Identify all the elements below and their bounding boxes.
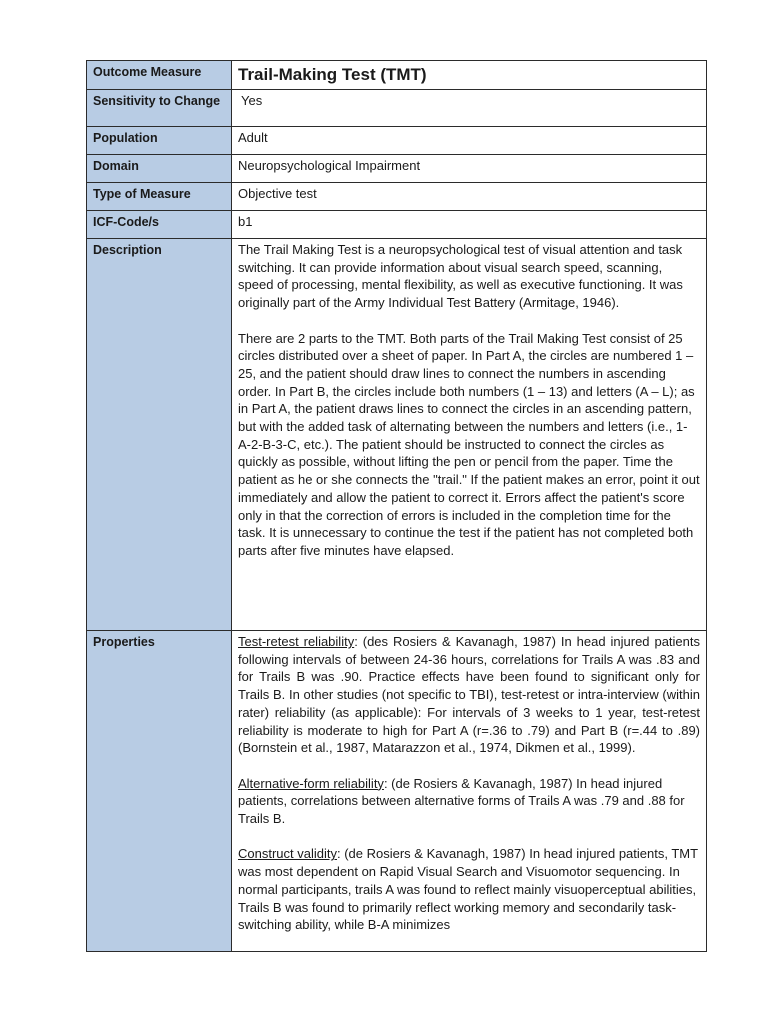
row-description: [87, 239, 707, 631]
row-population: [87, 127, 707, 155]
label-properties: Properties: [87, 631, 232, 952]
property-test-retest: [238, 633, 700, 757]
property-heading: Construct validity: [238, 846, 337, 862]
row-sensitivity: [87, 90, 707, 127]
property-alternative-form: [238, 775, 700, 828]
property-text: : (de Rosiers & Kavanagh, 1987) In head injured patients, TMT was most dependent on Rapid Visual Search and Visuomotor sequencing. In normal participants, trails A was found to reflect mainly visuoperceptual abilities, Trails B was found to primarily reflect working memory and secondarily task-switching ability, while B-A minimizes: [238, 846, 698, 933]
value-domain: Neuropsychological Impairment: [232, 155, 707, 183]
label-sensitivity: Sensitivity to Change: [87, 90, 232, 127]
sensitivity-text: Yes: [241, 93, 263, 108]
label-description: Description: [87, 239, 232, 631]
value-description: [232, 239, 707, 631]
property-heading: Alternative-form reliability: [238, 775, 384, 791]
property-text: : (des Rosiers & Kavanagh, 1987) In head injured patients following intervals of between 24-36 hours, correlations for Trails A was .83 and for Trails B was .90. Practice effects have been found to significant only for Trails B. In other studies (not specific to TBI), test-retest or intra-interview (within rater) reliability (as applicable): For intervals of 3 weeks to 1 year, test-retest reliability is moderate to high for Part A (r=.36 to .79) and Part B (r=.44 to .89) (Bornstein et al., 1987, Matarazzon et al., 1974, Dikmen et al., 1999).: [238, 634, 700, 756]
row-properties: [87, 631, 707, 952]
outcome-measure-table: [86, 60, 707, 952]
row-icf-code: [87, 211, 707, 239]
value-type-of-measure: Objective test: [232, 183, 707, 211]
label-icf-code: ICF-Code/s: [87, 211, 232, 239]
row-outcome-measure: [87, 61, 707, 90]
property-construct-validity: [238, 845, 700, 934]
property-text: : (de Rosiers & Kavanagh, 1987) In head injured patients, correlations between alternative forms of Trails A was .79 and .88 for Trails B.: [238, 775, 685, 827]
value-properties: [232, 631, 707, 952]
label-domain: Domain: [87, 155, 232, 183]
test-title: Trail-Making Test (TMT): [232, 61, 707, 90]
properties-content: [238, 633, 700, 949]
label-type-of-measure: Type of Measure: [87, 183, 232, 211]
row-type-of-measure: [87, 183, 707, 211]
value-sensitivity: [232, 90, 707, 127]
value-icf-code: b1: [232, 211, 707, 239]
description-paragraph: The Trail Making Test is a neuropsychological test of visual attention and task switching. It can provide information about visual search speed, scanning, speed of processing, mental flexibility, as well as executive functioning. It was originally part of the Army Individual Test Battery (Armitage, 1946).: [238, 242, 683, 311]
property-heading: Test-retest reliability: [238, 634, 355, 649]
row-domain: [87, 155, 707, 183]
label-population: Population: [87, 127, 232, 155]
label-outcome-measure: Outcome Measure: [87, 61, 232, 90]
value-population: Adult: [232, 127, 707, 155]
description-paragraph: There are 2 parts to the TMT. Both parts of the Trail Making Test consist of 25 circles distributed over a sheet of paper. In Part A, the circles are numbered 1 – 25, and the patient should draw lines to connect the numbers in ascending order. In Part B, the circles include both numbers (1 – 13) and letters (A – L); as in Part A, the patient draws lines to connect the circles in an ascending pattern, but with the added task of alternating between the numbers and letters (i.e., 1-A-2-B-3-C, etc.). The patient should be instructed to connect the circles as quickly as possible, without lifting the pen or pencil from the paper. Time the patient as he or she connects the "trail." If the patient makes an error, point it out immediately and allow the patient to correct it. Errors affect the patient's score only in that the correction of errors is included in the completion time for the task. It is unnecessary to continue the test if the patient has not completed both parts after five minutes have elapsed.: [238, 330, 700, 558]
